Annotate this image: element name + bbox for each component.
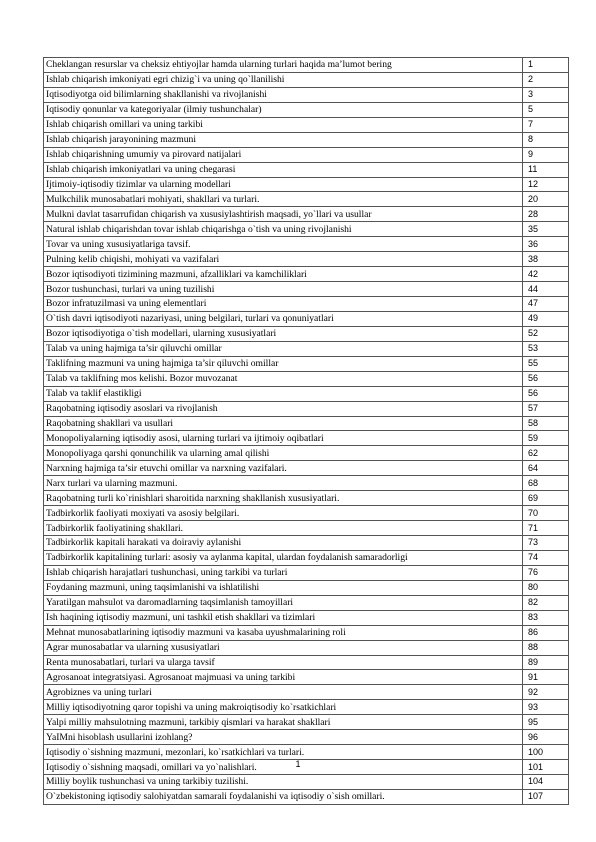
- toc-entry-page: 9: [523, 147, 569, 162]
- toc-entry-page: 69: [523, 491, 569, 506]
- toc-entry-page: 88: [523, 640, 569, 655]
- toc-row: [44, 446, 569, 461]
- toc-entry-title: Talab va uning hajmiga ta’sir qiluvchi omillar: [44, 341, 523, 356]
- toc-entry-title: Iqtisodiy o`sishning maqsadi, omillari va yo`nalishlari.: [44, 760, 523, 775]
- toc-entry-page: 3: [523, 87, 569, 102]
- toc-entry-title: Raqobatning turli ko`rinishlari sharoitida narxning shakllanish xususiyatlari.: [44, 491, 523, 506]
- toc-body: [44, 58, 569, 805]
- toc-row: [44, 58, 569, 73]
- toc-entry-title: Renta munosabatlari, turlari va ularga tavsif: [44, 655, 523, 670]
- toc-entry-page: 101: [523, 760, 569, 775]
- page-number: 1: [295, 759, 301, 769]
- toc-row: [44, 102, 569, 117]
- toc-row: [44, 476, 569, 491]
- toc-row: [44, 341, 569, 356]
- toc-entry-title: Yaratilgan mahsulot va daromadlarning taqsimlanish tamoyillari: [44, 595, 523, 610]
- toc-entry-page: 95: [523, 715, 569, 730]
- toc-entry-title: O`tish davri iqtisodiyoti nazariyasi, uning belgilari, turlari va qonuniyatlari: [44, 311, 523, 326]
- toc-entry-title: Monopoliyalarning iqtisodiy asosi, ularning turlari va ijtimoiy oqibatlari: [44, 431, 523, 446]
- toc-row: [44, 715, 569, 730]
- toc-row: [44, 162, 569, 177]
- toc-entry-title: Ishlab chiqarish imkoniyatlari va uning chegarasi: [44, 162, 523, 177]
- toc-entry-page: 7: [523, 117, 569, 132]
- toc-row: [44, 207, 569, 222]
- toc-entry-page: 49: [523, 311, 569, 326]
- toc-entry-title: Milliy iqtisodiyotning qaror topishi va uning makroiqtisodiy ko`rsatkichlari: [44, 700, 523, 715]
- toc-entry-title: Cheklangan resurslar va cheksiz ehtiyojlar hamda ularning turlari haqida ma’lumot bering: [44, 58, 523, 73]
- toc-row: [44, 491, 569, 506]
- toc-entry-title: Mehnat munosabatlarining iqtisodiy mazmuni va kasaba uyushmalarining roli: [44, 625, 523, 640]
- toc-entry-title: Raqobatning shakllari va usullari: [44, 416, 523, 431]
- table-of-contents: [43, 57, 569, 805]
- toc-row: [44, 371, 569, 386]
- toc-entry-title: Raqobatning iqtisodiy asoslari va rivojlanish: [44, 401, 523, 416]
- toc-entry-title: Tadbirkorlik kapitali harakati va doiraviy aylanishi: [44, 536, 523, 551]
- toc-row: [44, 117, 569, 132]
- toc-row: [44, 655, 569, 670]
- toc-entry-title: O`zbekistoning iqtisodiy salohiyatdan samarali foydalanishi va iqtisodiy o`sish omillari.: [44, 789, 523, 804]
- toc-entry-page: 86: [523, 625, 569, 640]
- toc-entry-page: 8: [523, 132, 569, 147]
- toc-entry-title: Ishlab chiqarish omillari va uning tarkibi: [44, 117, 523, 132]
- toc-entry-title: Ishlab chiqarish jarayonining mazmuni: [44, 132, 523, 147]
- toc-row: [44, 431, 569, 446]
- toc-entry-title: Tovar va uning xususiyatlariga tavsif.: [44, 237, 523, 252]
- toc-entry-title: Taklifning mazmuni va uning hajmiga ta’sir qiluvchi omillar: [44, 356, 523, 371]
- toc-entry-title: Milliy boylik tushunchasi va uning tarkibiy tuzilishi.: [44, 775, 523, 790]
- toc-entry-page: 53: [523, 341, 569, 356]
- toc-entry-page: 28: [523, 207, 569, 222]
- toc-entry-page: 1: [523, 58, 569, 73]
- toc-entry-title: Pulning kelib chiqishi, mohiyati va vazifalari: [44, 252, 523, 267]
- toc-row: [44, 192, 569, 207]
- toc-entry-page: 20: [523, 192, 569, 207]
- toc-entry-page: 74: [523, 550, 569, 565]
- toc-entry-title: Ishlab chiqarishning umumiy va pirovard natijalari: [44, 147, 523, 162]
- toc-row: [44, 775, 569, 790]
- toc-entry-page: 38: [523, 252, 569, 267]
- toc-row: [44, 326, 569, 341]
- toc-entry-page: 5: [523, 102, 569, 117]
- toc-row: [44, 132, 569, 147]
- toc-row: [44, 640, 569, 655]
- toc-row: [44, 311, 569, 326]
- toc-entry-title: Iqtisodiy qonunlar va kategoriyalar (ilmiy tushunchalar): [44, 102, 523, 117]
- toc-entry-page: 56: [523, 386, 569, 401]
- toc-row: [44, 595, 569, 610]
- toc-entry-page: 71: [523, 521, 569, 536]
- toc-entry-title: Narxning hajmiga ta’sir etuvchi omillar va narxning vazifalari.: [44, 461, 523, 476]
- toc-entry-title: Iqtisodiy o`sishning mazmuni, mezonlari, ko`rsatkichlari va turlari.: [44, 745, 523, 760]
- toc-entry-title: Agrar munosabatlar va ularning xususiyatlari: [44, 640, 523, 655]
- toc-entry-title: Bozor tushunchasi, turlari va uning tuzilishi: [44, 282, 523, 297]
- toc-entry-page: 89: [523, 655, 569, 670]
- toc-row: [44, 386, 569, 401]
- toc-row: [44, 506, 569, 521]
- toc-row: [44, 177, 569, 192]
- toc-entry-title: Tadbirkorlik faoliyati moxiyati va asosiy belgilari.: [44, 506, 523, 521]
- toc-entry-title: Natural ishlab chiqarishdan tovar ishlab chiqarishga o`tish va uning rivojlanishi: [44, 222, 523, 237]
- toc-entry-title: Ishlab chiqarish imkoniyati egri chizig`i va uning qo`llanilishi: [44, 72, 523, 87]
- toc-entry-page: 36: [523, 237, 569, 252]
- toc-row: [44, 789, 569, 804]
- toc-row: [44, 222, 569, 237]
- toc-row: [44, 267, 569, 282]
- toc-entry-page: 2: [523, 72, 569, 87]
- toc-entry-title: Bozor iqtisodiyotiga o`tish modellari, ularning xususiyatlari: [44, 326, 523, 341]
- toc-row: [44, 521, 569, 536]
- toc-entry-page: 47: [523, 297, 569, 312]
- toc-entry-page: 42: [523, 267, 569, 282]
- toc-entry-page: 82: [523, 595, 569, 610]
- toc-entry-page: 76: [523, 565, 569, 580]
- toc-entry-page: 100: [523, 745, 569, 760]
- toc-row: [44, 401, 569, 416]
- toc-entry-page: 92: [523, 685, 569, 700]
- toc-row: [44, 282, 569, 297]
- toc-entry-title: Talab va taklif elastikligi: [44, 386, 523, 401]
- toc-entry-title: YaIMni hisoblash usullarini izohlang?: [44, 730, 523, 745]
- toc-entry-title: Agrobiznes va uning turlari: [44, 685, 523, 700]
- toc-row: [44, 252, 569, 267]
- toc-row: [44, 745, 569, 760]
- toc-entry-title: Ish haqining iqtisodiy mazmuni, uni tashkil etish shakllari va tizimlari: [44, 610, 523, 625]
- toc-row: [44, 625, 569, 640]
- toc-row: [44, 72, 569, 87]
- toc-entry-title: Talab va taklifning mos kelishi. Bozor muvozanat: [44, 371, 523, 386]
- toc-entry-page: 70: [523, 506, 569, 521]
- toc-row: [44, 700, 569, 715]
- toc-entry-page: 62: [523, 446, 569, 461]
- toc-row: [44, 550, 569, 565]
- toc-entry-title: Agrosanoat integratsiyasi. Agrosanoat majmuasi va uning tarkibi: [44, 670, 523, 685]
- toc-entry-page: 56: [523, 371, 569, 386]
- toc-entry-title: Iqtisodiyotga oid bilimlarning shakllanishi va rivojlanishi: [44, 87, 523, 102]
- toc-entry-title: Tadbirkorlik kapitalining turlari: asosiy va aylanma kapital, ulardan foydalanish samaradorligi: [44, 550, 523, 565]
- toc-entry-page: 64: [523, 461, 569, 476]
- toc-entry-title: Mulkni davlat tasarrufidan chiqarish va xususiylashtirish maqsadi, yo`llari va usullar: [44, 207, 523, 222]
- toc-entry-title: Mulkchilik munosabatlari mohiyati, shakllari va turlari.: [44, 192, 523, 207]
- toc-row: [44, 461, 569, 476]
- toc-row: [44, 147, 569, 162]
- toc-entry-title: Tadbirkorlik faoliyatining shakllari.: [44, 521, 523, 536]
- toc-row: [44, 685, 569, 700]
- toc-entry-page: 52: [523, 326, 569, 341]
- toc-entry-page: 91: [523, 670, 569, 685]
- toc-row: [44, 356, 569, 371]
- toc-entry-title: Monopoliyaga qarshi qonunchilik va ularning amal qilishi: [44, 446, 523, 461]
- toc-row: [44, 565, 569, 580]
- toc-entry-page: 83: [523, 610, 569, 625]
- toc-entry-title: Yalpi milliy mahsulotning mazmuni, tarkibiy qismlari va harakat shakllari: [44, 715, 523, 730]
- toc-row: [44, 580, 569, 595]
- toc-entry-page: 58: [523, 416, 569, 431]
- toc-entry-page: 55: [523, 356, 569, 371]
- toc-entry-page: 59: [523, 431, 569, 446]
- toc-entry-title: Ijtimoiy-iqtisodiy tizimlar va ularning modellari: [44, 177, 523, 192]
- toc-entry-page: 73: [523, 536, 569, 551]
- toc-entry-page: 68: [523, 476, 569, 491]
- toc-row: [44, 670, 569, 685]
- toc-entry-page: 93: [523, 700, 569, 715]
- toc-entry-page: 96: [523, 730, 569, 745]
- toc-entry-title: Narx turlari va ularning mazmuni.: [44, 476, 523, 491]
- toc-entry-page: 12: [523, 177, 569, 192]
- toc-row: [44, 416, 569, 431]
- toc-row: [44, 610, 569, 625]
- toc-entry-page: 11: [523, 162, 569, 177]
- toc-entry-title: Bozor infratuzilmasi va uning elementlari: [44, 297, 523, 312]
- toc-entry-page: 35: [523, 222, 569, 237]
- toc-entry-page: 57: [523, 401, 569, 416]
- toc-entry-page: 104: [523, 775, 569, 790]
- toc-row: [44, 237, 569, 252]
- toc-entry-title: Foydaning mazmuni, uning taqsimlanishi va ishlatilishi: [44, 580, 523, 595]
- toc-row: [44, 536, 569, 551]
- toc-entry-title: Ishlab chiqarish harajatlari tushunchasi, uning tarkibi va turlari: [44, 565, 523, 580]
- toc-entry-page: 44: [523, 282, 569, 297]
- toc-entry-page: 80: [523, 580, 569, 595]
- toc-row: [44, 297, 569, 312]
- toc-entry-page: 107: [523, 789, 569, 804]
- toc-row: [44, 730, 569, 745]
- toc-row: [44, 87, 569, 102]
- toc-entry-title: Bozor iqtisodiyoti tizimining mazmuni, afzalliklari va kamchiliklari: [44, 267, 523, 282]
